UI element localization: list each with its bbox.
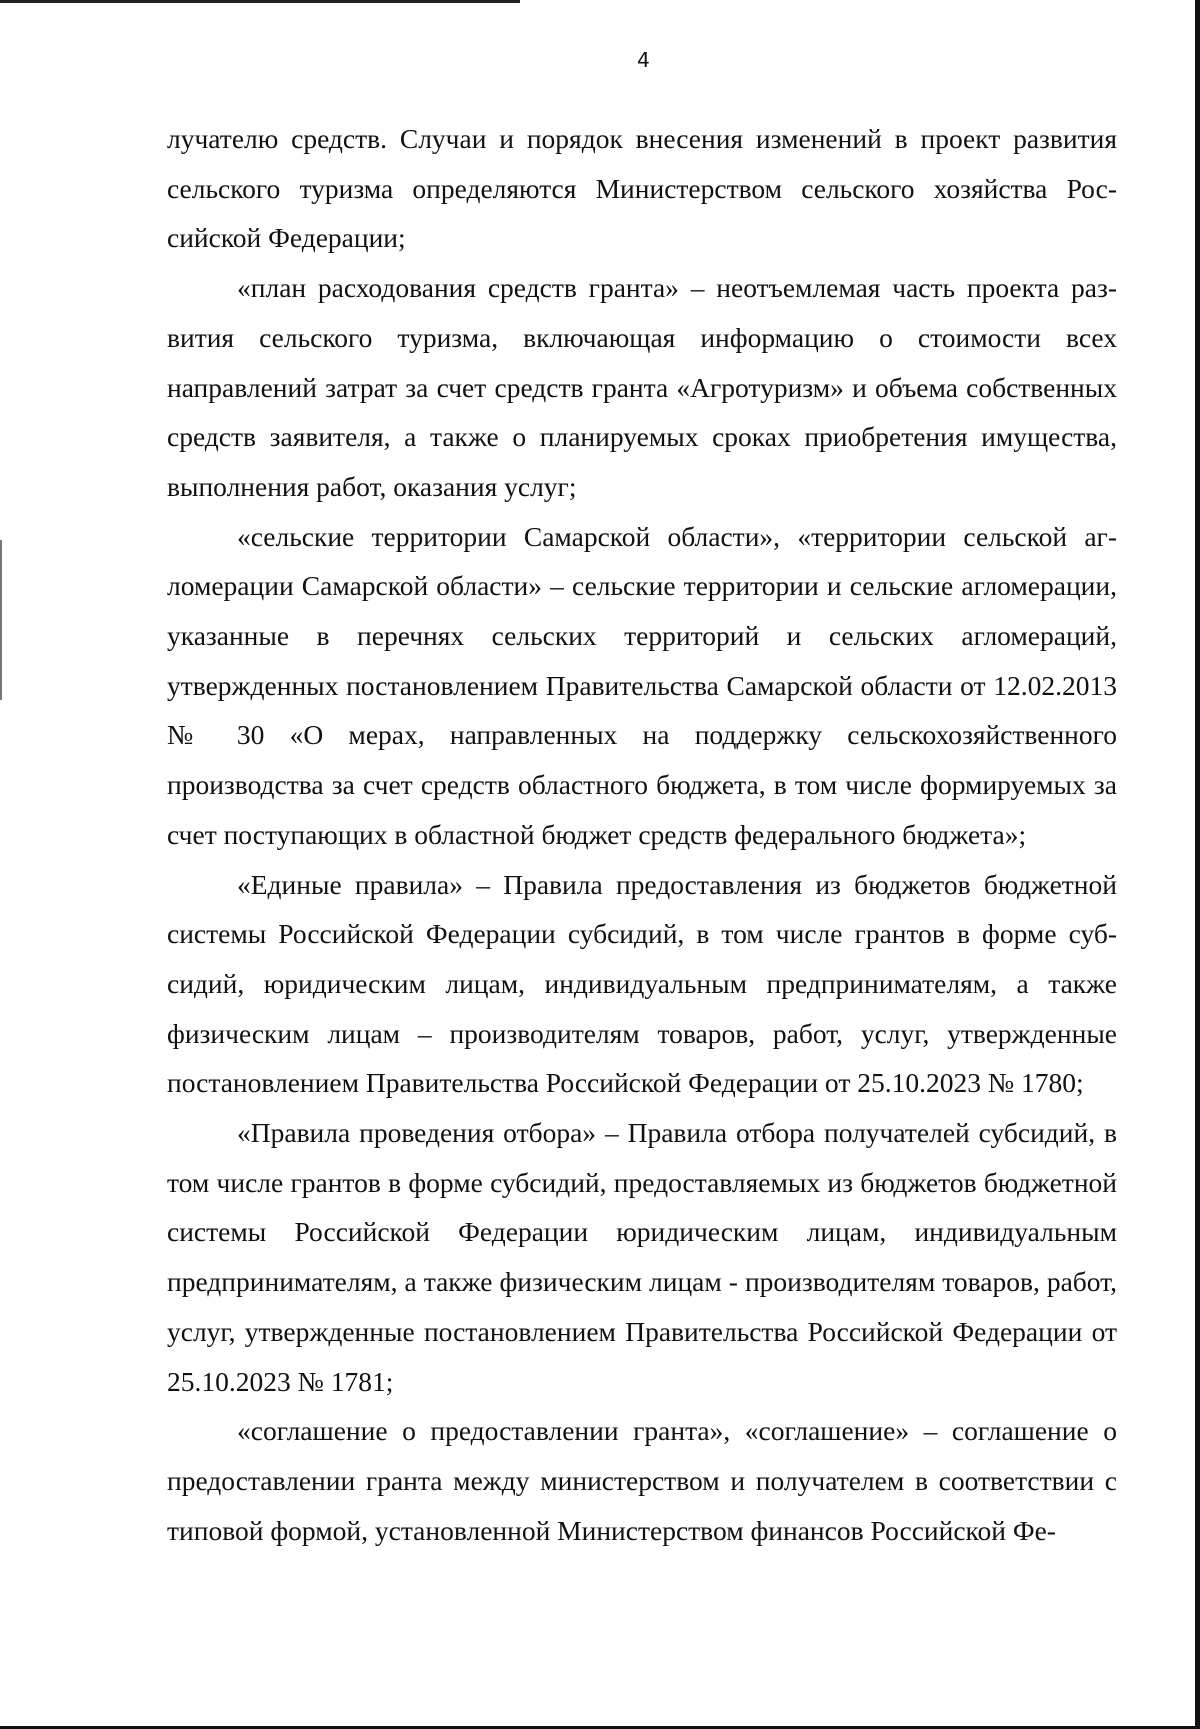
paragraph-definition-rural-territories: «сельские территории Самарской области», «территории сельской агломерации Самарской области» – сельские территории и сельские агломерации, указанные в перечнях сельских территорий и сельских агломераций, утвержденных постановлением Правительства Самарской области от 12.02.2013 № 30 «О мерах, направленных на поддержку сельскохозяйственного производства за счет средств областного бюджета, в том числе формируемых за счет поступающих в областной бюджет средств федерального бюджета»;	[167, 520, 1117, 850]
paragraph-definition-spending-plan: «план расходования средств гранта» – неотъемлемая часть проекта развития сельского туризма, включающая информацию о стоимости всех направлений затрат за счет средств гранта «Агротуризм» и объема собственных средств заявителя, а также о планируемых сроках приобретения имущества, выполнения работ, оказания услуг;	[167, 272, 1117, 502]
page-number: 4	[637, 48, 650, 72]
scan-edge-right	[1195, 0, 1200, 1729]
document-body	[167, 114, 1117, 1555]
paragraph-definition-unified-rules: «Единые правила» – Правила предоставления из бюджетов бюджетной системы Российской Федерации субсидий, в том числе грантов в форме субсидий, юридическим лицам, индивидуальным предпринимателям, а также физическим лицам – производителям товаров, работ, услуг, утвержденные постановлением Правительства Российской Федерации от 25.10.2023 № 1780;	[167, 868, 1117, 1099]
paragraph-definition-grant-agreement: «соглашение о предоставлении гранта», «соглашение» – соглашение о предоставлении гранта между министерством и получателем в соответствии с типовой формой, установленной Министерством финансов Российской Фе-	[167, 1415, 1117, 1546]
scan-edge-top	[0, 0, 520, 3]
paragraph-definition-selection-rules: «Правила проведения отбора» – Правила отбора получателей субсидий, в том числе грантов в форме субсидий, предоставляемых из бюджетов бюджетной системы Российской Федерации юридическим лицам, индивидуальным предпринимателям, а также физическим лицам - производителям товаров, работ, услуг, утвержденные постановлением Правительства Российской Федерации от 25.10.2023 № 1781;	[167, 1117, 1117, 1397]
paragraph-continuation: лучателю средств. Случаи и порядок внесения изменений в проект развития сельского туризма определяются Министерством сельского хозяйства Российской Федерации;	[167, 123, 1117, 254]
scan-edge-left	[0, 540, 2, 700]
